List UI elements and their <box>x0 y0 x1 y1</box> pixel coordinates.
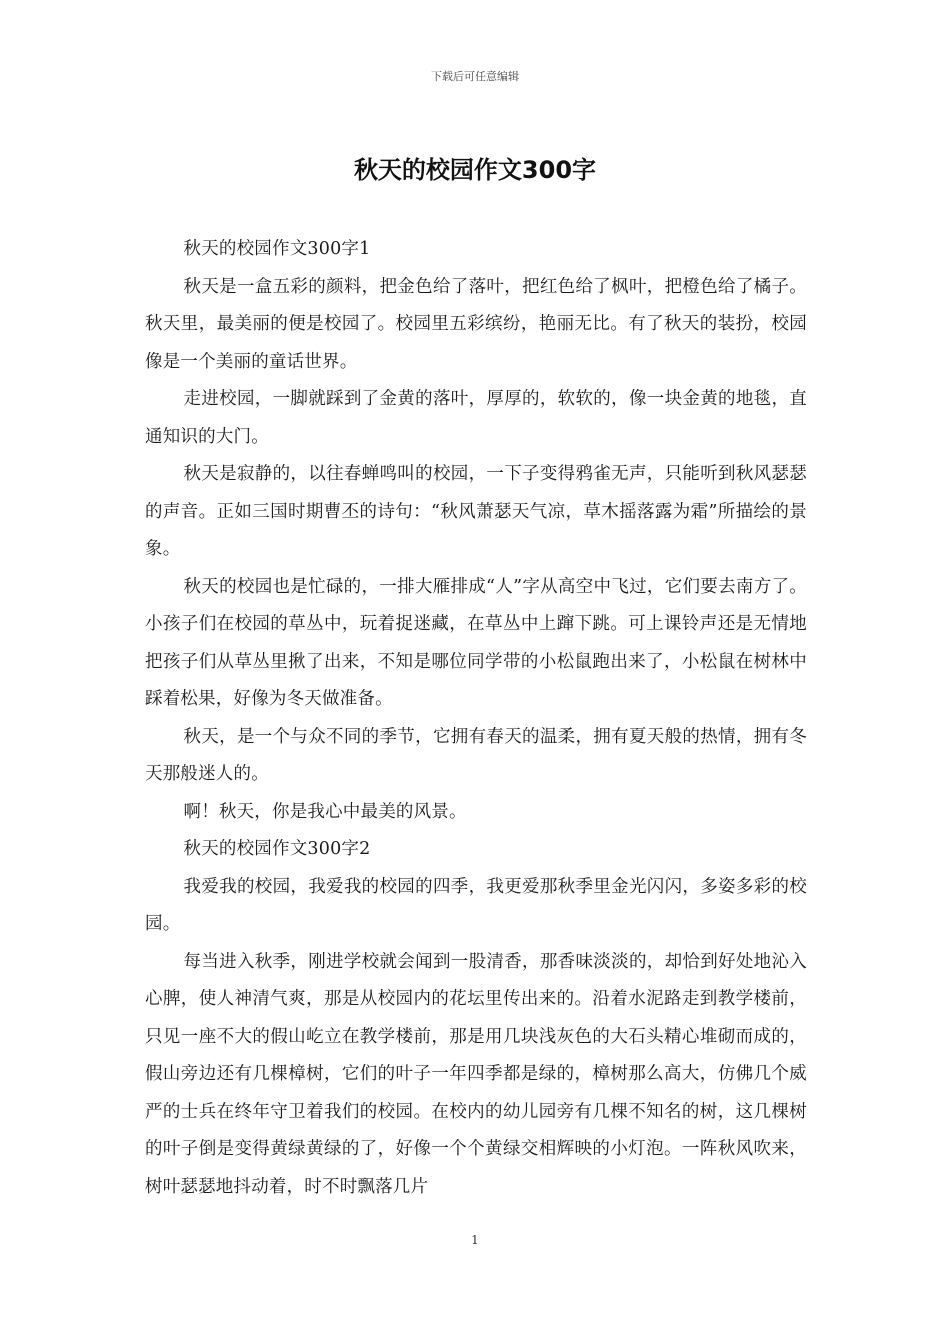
document-body <box>145 231 807 1206</box>
paragraph: 我爱我的校园，我爱我的校园的四季，我更爱那秋季里金光闪闪，多姿多彩的校园。 <box>145 876 807 934</box>
paragraph: 秋天的校园也是忙碌的，一排大雁排成“人”字从高空中飞过，它们要去南方了。小孩子们在校园的草丛中，玩着捉迷藏，在草丛中上蹿下跳。可上课铃声还是无情地把孩子们从草丛里揪了出来，不知是哪位同学带的小松鼠跑出来了，小松鼠在树林中踩着松果，好像为冬天做准备。 <box>145 576 807 709</box>
section-heading-1: 秋天的校园作文300字1 <box>183 239 371 259</box>
document-title: 秋天的校园作文300字 <box>353 156 597 184</box>
paragraph: 走进校园，一脚就踩到了金黄的落叶，厚厚的，软软的，像一块金黄的地毯，直通知识的大门。 <box>145 389 807 447</box>
paragraph: 秋天是一盒五彩的颜料，把金色给了落叶，把红色给了枫叶，把橙色给了橘子。秋天里，最美丽的便是校园了。校园里五彩缤纷，艳丽无比。有了秋天的装扮，校园像是一个美丽的童话世界。 <box>145 276 807 372</box>
section-heading-2: 秋天的校园作文300字2 <box>183 839 371 859</box>
paragraph: 每当进入秋季，刚进学校就会闻到一股清香，那香味淡淡的，却恰到好处地沁入心脾，使人神清气爽，那是从校园内的花坛里传出来的。沿着水泥路走到教学楼前，只见一座不大的假山屹立在教学楼前，那是用几块浅灰色的大石头精心堆砌而成的，假山旁边还有几棵樟树，它们的叶子一年四季都是绿的，樟树那么高大，仿佛几个威严的士兵在终年守卫着我们的校园。在校内的幼儿园旁有几棵不知名的树，这几棵树的叶子倒是变得黄绿黄绿的了，好像一个个黄绿交相辉映的小灯泡。一阵秋风吹来，树叶瑟瑟地抖动着，时不时飘落几片 <box>145 951 807 1197</box>
paragraph: 啊！秋天，你是我心中最美的风景。 <box>183 801 467 822</box>
page-number: 1 <box>471 1233 479 1247</box>
paragraph: 秋天是寂静的，以往春蝉鸣叫的校园，一下子变得鸦雀无声，只能听到秋风瑟瑟的声音。正如三国时期曹丕的诗句：“秋风萧瑟天气凉，草木摇落露为霜”所描绘的景象。 <box>145 464 807 559</box>
page-header-note: 下载后可任意编辑 <box>431 70 519 83</box>
paragraph: 秋天，是一个与众不同的季节，它拥有春天的温柔，拥有夏天般的热情，拥有冬天那般迷人的。 <box>145 726 807 784</box>
